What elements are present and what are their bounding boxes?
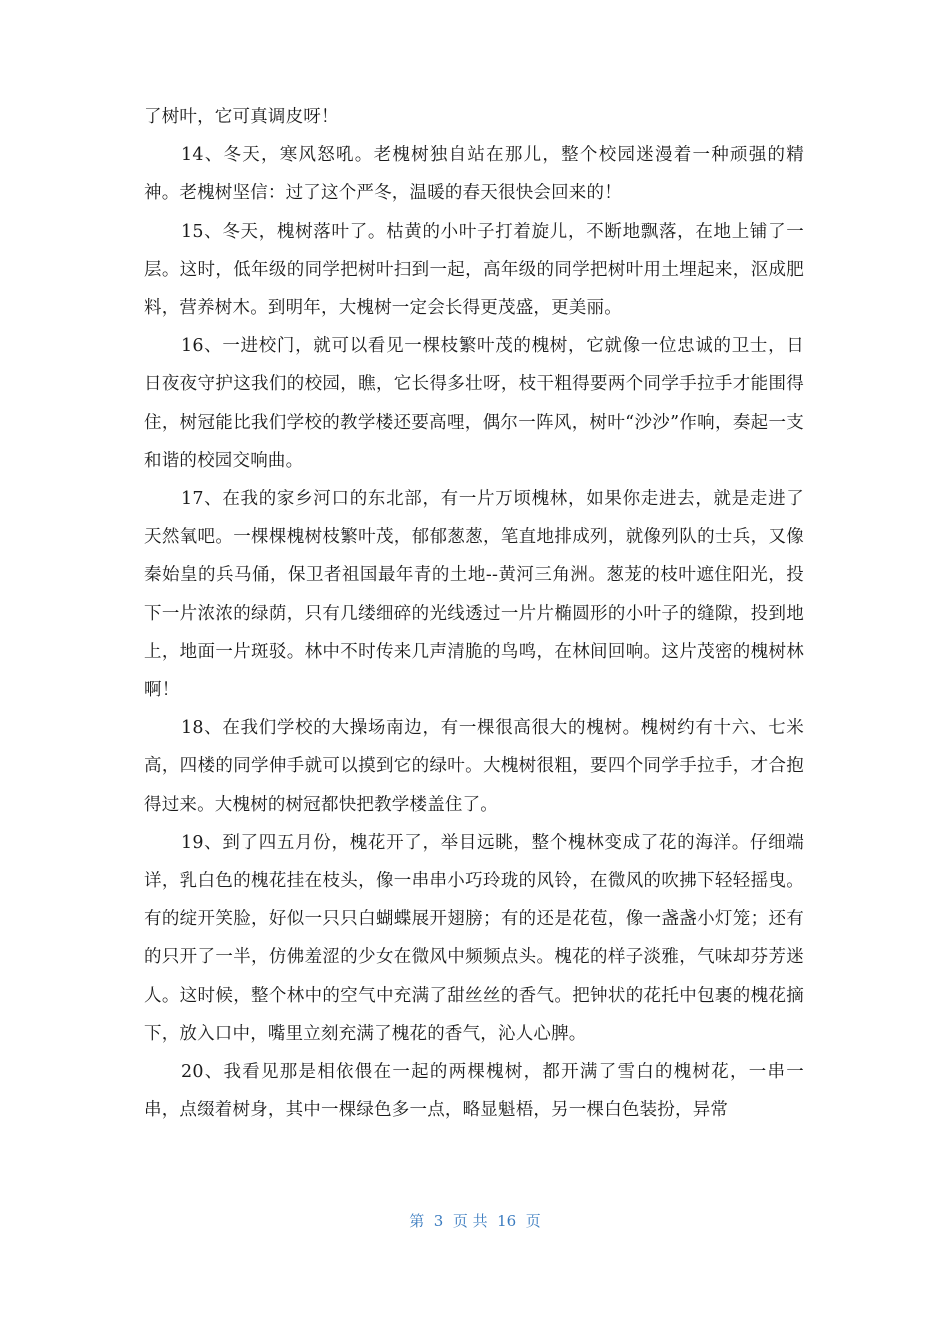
document-body — [144, 98, 804, 1129]
paragraph-13-continuation: 了树叶，它可真调皮呀！ — [144, 107, 339, 127]
paragraph-16: 16、一进校门，就可以看见一棵枝繁叶茂的槐树，它就像一位忠诚的卫士，日日夜夜守护这我们的校园，瞧，它长得多壮呀，枝干粗得要两个同学手拉手才能围得住，树冠能比我们学校的教学楼还要高哩，偶尔一阵风，树叶“沙沙”作响，奏起一支和谐的校园交响曲。 — [144, 336, 804, 471]
page-number-footer: 第 3 页 共 16 页 — [409, 1212, 541, 1230]
paragraph-14: 14、冬天，寒风怒吼。老槐树独自站在那儿，整个校园迷漫着一种顽强的精神。老槐树坚信：过了这个严冬，温暖的春天很快会回来的！ — [144, 145, 804, 204]
paragraph-19: 19、到了四五月份，槐花开了，举目远眺，整个槐林变成了花的海洋。仔细端详，乳白色的槐花挂在枝头，像一串串小巧玲珑的风铃，在微风的吹拂下轻轻摇曳。有的绽开笑脸，好似一只只白蝴蝶展开翅膀；有的还是花苞，像一盏盏小灯笼；还有的只开了一半，仿佛羞涩的少女在微风中频频点头。槐花的样子淡雅，气味却芬芳迷人。这时候，整个林中的空气中充满了甜丝丝的香气。把钟状的花托中包裹的槐花摘下，放入口中，嘴里立刻充满了槐花的香气，沁人心脾。 — [144, 832, 804, 1044]
paragraph-18: 18、在我们学校的大操场南边，有一棵很高很大的槐树。槐树约有十六、七米高，四楼的同学伸手就可以摸到它的绿叶。大槐树很粗，要四个同学手拉手，才合抱得过来。大槐树的树冠都快把教学楼盖住了。 — [144, 718, 804, 815]
paragraph-20: 20、我看见那是相依偎在一起的两棵槐树，都开满了雪白的槐树花，一串一串，点缀着树身，其中一棵绿色多一点，略显魁梧，另一棵白色装扮，异常 — [144, 1062, 804, 1121]
paragraph-17: 17、在我的家乡河口的东北部，有一片万顷槐林，如果你走进去，就是走进了天然氧吧。一棵棵槐树枝繁叶茂，郁郁葱葱，笔直地排成列，就像列队的士兵，又像秦始皇的兵马俑，保卫者祖国最年青的土地--黄河三角洲。葱茏的枝叶遮住阳光，投下一片浓浓的绿荫，只有几缕细碎的光线透过一片片椭圆形的小叶子的缝隙，投到地上，地面一片斑驳。林中不时传来几声清脆的鸟鸣，在林间回响。这片茂密的槐树林啊！ — [144, 489, 804, 701]
paragraph-15: 15、冬天，槐树落叶了。枯黄的小叶子打着旋儿，不断地飘落，在地上铺了一层。这时，低年级的同学把树叶扫到一起，高年级的同学把树叶用土埋起来，沤成肥料，营养树木。到明年，大槐树一定会长得更茂盛，更美丽。 — [144, 221, 804, 319]
